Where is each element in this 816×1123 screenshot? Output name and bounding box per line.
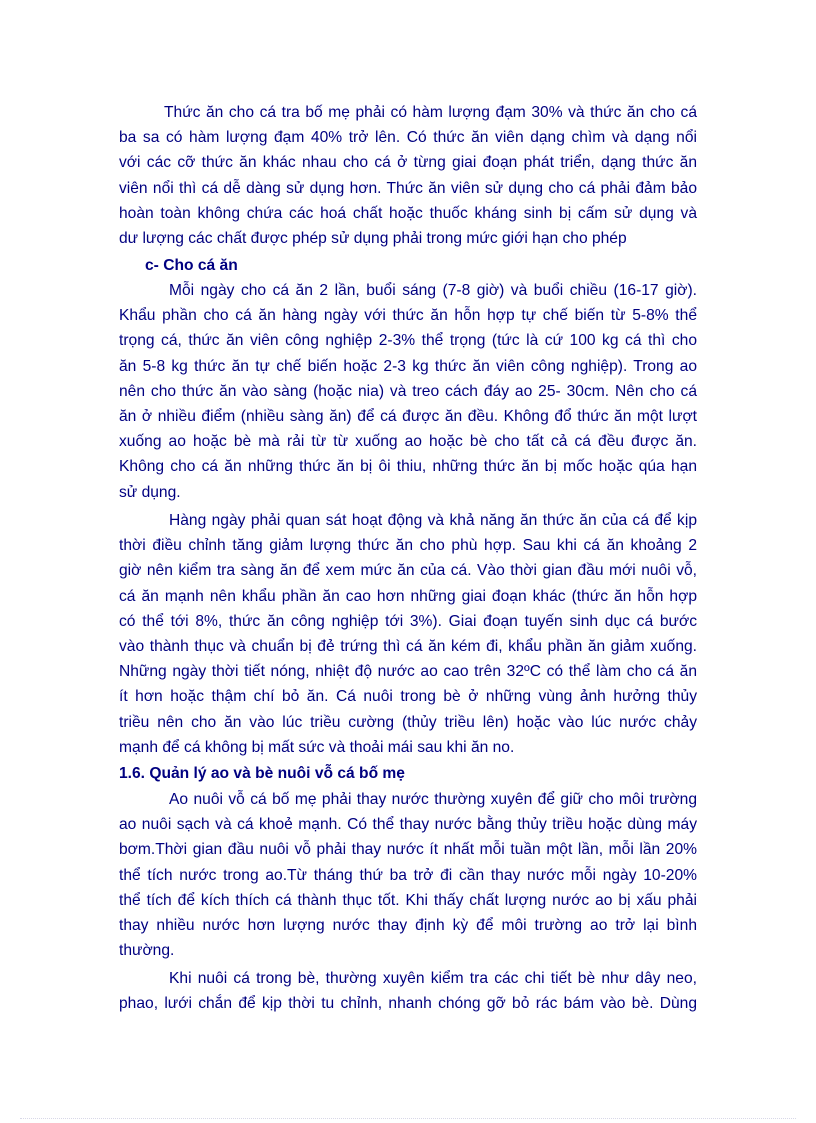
text-line: sử dụng. bbox=[119, 483, 181, 501]
text-line: Những ngày thời tiết nóng, nhiệt độ nước ao cao trên 32ºC có thể làm cho cá ăn bbox=[119, 663, 697, 681]
text-line: Khẩu phần cho cá ăn hàng ngày với thức ăn hỗn hợp tự chế biến từ 5-8% thể bbox=[119, 307, 697, 325]
text-line: Khi nuôi cá trong bè, thường xuyên kiểm tra các chi tiết bè như dây neo, bbox=[169, 970, 697, 987]
paragraph-pond-management bbox=[119, 787, 697, 963]
text-line: cá ăn mạnh nên khẩu phần ăn cao hơn những giai đoạn khác (thức ăn hỗn hợp bbox=[119, 587, 697, 605]
text-line: giờ nên kiểm tra sàng ăn để xem mức ăn của cá. Vào thời gian đầu mới nuôi vỗ, bbox=[119, 562, 697, 580]
text-line: thay nhiều nước hơn lượng nước thay định kỳ để môi trường ao trở lại bình bbox=[119, 917, 697, 935]
text-line: với các cỡ thức ăn khác nhau cho cá ở từng giai đoạn phát triển, dạng thức ăn bbox=[119, 154, 697, 172]
text-line: Không cho cá ăn những thức ăn bị ôi thiu, những thức ăn bị mốc hoặc qúa hạn bbox=[119, 458, 697, 476]
text-line: triều nên cho ăn vào lúc triều cường (thủy triều lên) hoặc vào lúc nước chảy bbox=[119, 713, 697, 731]
text-line: thời điều chỉnh tăng giảm lượng thức ăn cho phù hợp. Sau khi cá ăn khoảng 2 bbox=[119, 537, 697, 555]
paragraph-feeding-schedule bbox=[119, 278, 697, 505]
text-line: có thể tới 8%, thức ăn công nghiệp tới 3%). Giai đoạn tuyến sinh dục cá bước bbox=[119, 612, 697, 630]
text-line: viên nổi thì cá dễ dàng sử dụng hơn. Thức ăn viên sử dụng cho cá phải đảm bảo bbox=[119, 179, 697, 197]
text-line: phao, lưới chắn để kịp thời tu chỉnh, nhanh chóng gỡ bỏ rác bám vào bè. Dùng bbox=[119, 995, 697, 1013]
text-line: ao nuôi sạch và cá khoẻ mạnh. Có thể thay nước bằng thủy triều hoặc dùng máy bbox=[119, 816, 697, 834]
text-line: Ao nuôi vỗ cá bố mẹ phải thay nước thường xuyên để giữ cho môi trường bbox=[169, 791, 697, 808]
text-line: Hàng ngày phải quan sát hoạt động và khả năng ăn thức ăn của cá để kịp bbox=[169, 512, 697, 529]
text-line: ăn ở nhiều điểm (nhiều sàng ăn) để cá được ăn đều. Không đổ thức ăn một lượt bbox=[119, 408, 697, 426]
text-line: thể tích để kích thích cá thành thục tốt. Khi thấy chất lượng nước ao bị xấu phải bbox=[119, 891, 697, 909]
paragraph-feeding-observation bbox=[119, 508, 697, 760]
text-line: thường. bbox=[119, 942, 175, 960]
text-line: Mỗi ngày cho cá ăn 2 lần, buổi sáng (7-8 giờ) và buổi chiều (16-17 giờ). bbox=[169, 282, 697, 299]
text-line: Thức ăn cho cá tra bố mẹ phải có hàm lượng đạm 30% và thức ăn cho cá bbox=[164, 104, 697, 121]
text-line: xuống ao hoặc bè mà rải từ từ xuống ao hoặc bè cho tất cả cá đều được ăn. bbox=[119, 433, 697, 451]
text-line: nên cho thức ăn vào sàng (hoặc nia) và treo cách đáy ao 25- 30cm. Nên cho cá bbox=[119, 382, 697, 400]
paragraph-cage-management bbox=[119, 966, 697, 1016]
text-line: ba sa có hàm lượng đạm 40% trở lên. Có thức ăn viên dạng chìm và dạng nổi bbox=[119, 129, 697, 147]
section-heading-c: c- Cho cá ăn bbox=[145, 257, 238, 274]
page-bottom-rule bbox=[20, 1118, 796, 1119]
text-line: hoàn toàn không chứa các hoá chất hoặc thuốc kháng sinh bị cấm sử dụng và bbox=[119, 204, 697, 222]
text-line: ăn 5-8 kg thức ăn tự chế biến hoặc 2-3 kg thức ăn viên công nghiệp). Trong ao bbox=[119, 357, 697, 375]
text-line: trọng cá, thức ăn viên công nghiệp 2-3% thể trọng (tức là cứ 100 kg cá thì cho bbox=[119, 332, 697, 350]
text-line: vào thành thục và chuẩn bị đẻ trứng thì cá ăn kém đi, khẩu phần ăn giảm xuống. bbox=[119, 638, 697, 656]
text-line: ít hơn hoặc thậm chí bỏ ăn. Cá nuôi trong bè ở những vùng ảnh hưởng thủy bbox=[119, 688, 697, 706]
paragraph-feed-requirements bbox=[119, 100, 697, 251]
section-heading-1-6: 1.6. Quản lý ao và bè nuôi vỗ cá bố mẹ bbox=[119, 765, 405, 782]
text-line: dư lượng các chất được phép sử dụng phải trong mức giới hạn cho phép bbox=[119, 230, 627, 248]
text-line: bơm.Thời gian đầu nuôi vỗ phải thay nước ít nhất mỗi tuần một lần, mỗi lần 20% bbox=[119, 841, 697, 859]
text-line: mạnh để cá không bị mất sức và thoải mái sau khi ăn no. bbox=[119, 738, 515, 756]
text-line: thể tích nước trong ao.Từ tháng thứ ba trở đi cần thay nước mỗi ngày 10-20% bbox=[119, 866, 697, 884]
